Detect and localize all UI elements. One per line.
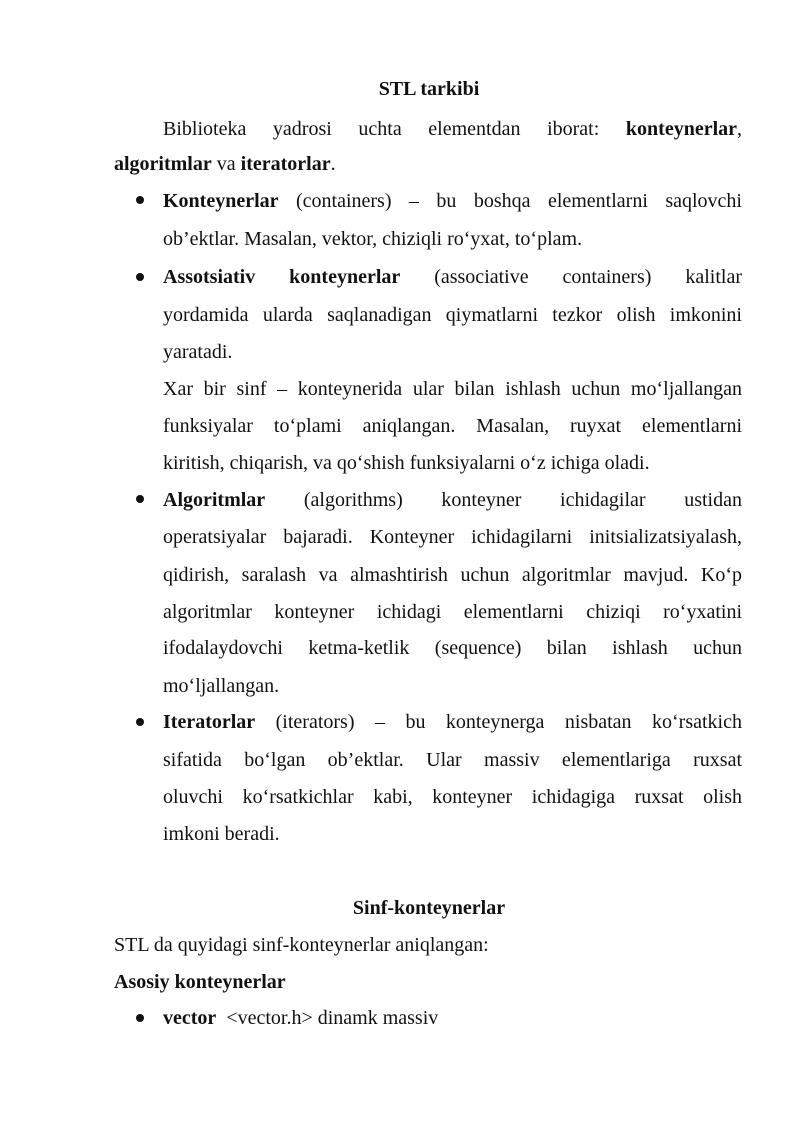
intro-period: . bbox=[330, 153, 336, 175]
bullet-4-text: (iterators) – bu konteynerga nisbatan ko‘rsatkich bbox=[255, 711, 742, 733]
bullet-1-text: (containers) – bu boshqa elementlarni saqlovchi bbox=[278, 190, 742, 212]
bullet-4-term: Iteratorlar bbox=[163, 711, 256, 733]
bullet-1-line-1 bbox=[163, 189, 742, 213]
list-item-text: <vector.h> dinamk massiv bbox=[216, 1007, 439, 1029]
intro-va: va bbox=[211, 153, 241, 175]
bullet-icon bbox=[136, 196, 144, 204]
section-title-stl-tarkibi: STL tarkibi bbox=[378, 78, 480, 100]
section-2-subheading: Asosiy konteynerlar bbox=[114, 971, 286, 993]
intro-line-1 bbox=[163, 117, 742, 141]
section-title-sinf-konteynerlar: Sinf-konteynerlar bbox=[352, 897, 506, 919]
bullet-icon bbox=[136, 495, 144, 503]
bullet-3-line-4: algoritmlar konteyner ichidagi elementlarni chiziqi ro‘yxatini bbox=[163, 601, 742, 623]
bullet-2-text: (associative containers) kalitlar bbox=[400, 266, 742, 288]
bullet-3-term: Algoritmlar bbox=[163, 489, 266, 511]
bullet-3-line-6: mo‘ljallangan. bbox=[163, 675, 280, 697]
bullet-1-line-2: ob’ektlar. Masalan, vektor, chiziqli ro‘yxat, to‘plam. bbox=[163, 228, 583, 250]
intro-bold-iteratorlar: iteratorlar bbox=[240, 153, 331, 175]
bullet-3-line-1 bbox=[163, 488, 742, 512]
list-item-vector bbox=[163, 1006, 438, 1030]
intro-line-2 bbox=[114, 152, 336, 176]
bullet-2-line-2: yordamida ularda saqlanadigan qiymatlarni tezkor olish imkonini bbox=[163, 304, 742, 326]
intro-comma: , bbox=[737, 118, 742, 140]
bullet-2-extra-line-2: funksiyalar to‘plami aniqlangan. Masalan, ruyxat elementlarni bbox=[163, 415, 742, 437]
intro-bold-algoritmlar: algoritmlar bbox=[114, 153, 212, 175]
list-item-term: vector bbox=[163, 1007, 217, 1029]
bullet-icon bbox=[136, 1014, 144, 1022]
bullet-2-line-3: yaratadi. bbox=[163, 341, 233, 363]
bullet-3-text: (algorithms) konteyner ichidagilar ustidan bbox=[265, 489, 742, 511]
intro-bold-konteynerlar: konteynerlar bbox=[625, 118, 737, 140]
bullet-2-extra-line-1: Xar bir sinf – konteynerida ular bilan ishlash uchun mo‘ljallangan bbox=[163, 378, 742, 400]
bullet-3-line-5: ifodalaydovchi ketma-ketlik (sequence) bilan ishlash uchun bbox=[163, 637, 742, 659]
bullet-4-line-1 bbox=[163, 710, 742, 734]
bullet-3-line-3: qidirish, saralash va almashtirish uchun algoritmlar mavjud. Ko‘p bbox=[163, 564, 742, 586]
bullet-2-line-1 bbox=[163, 265, 742, 289]
bullet-icon bbox=[136, 273, 144, 281]
bullet-4-line-3: oluvchi ko‘rsatkichlar kabi, konteyner ichidagiga ruxsat olish bbox=[163, 786, 742, 808]
bullet-4-line-2: sifatida bo‘lgan ob’ektlar. Ular massiv elementlariga ruxsat bbox=[163, 749, 742, 771]
intro-text: Biblioteka yadrosi uchta elementdan iborat: bbox=[163, 118, 626, 140]
bullet-2-term: Assotsiativ konteynerlar bbox=[163, 266, 401, 288]
bullet-3-line-2: operatsiyalar bajaradi. Konteyner ichidagilarni initsializatsiyalash, bbox=[163, 526, 742, 548]
bullet-2-extra-line-3: kiritish, chiqarish, va qo‘shish funksiyalarni o‘z ichiga oladi. bbox=[163, 452, 650, 474]
section-2-intro: STL da quyidagi sinf-konteynerlar aniqlangan: bbox=[114, 934, 489, 956]
bullet-1-term: Konteynerlar bbox=[163, 190, 279, 212]
bullet-4-line-4: imkoni beradi. bbox=[163, 823, 280, 845]
bullet-icon bbox=[136, 718, 144, 726]
